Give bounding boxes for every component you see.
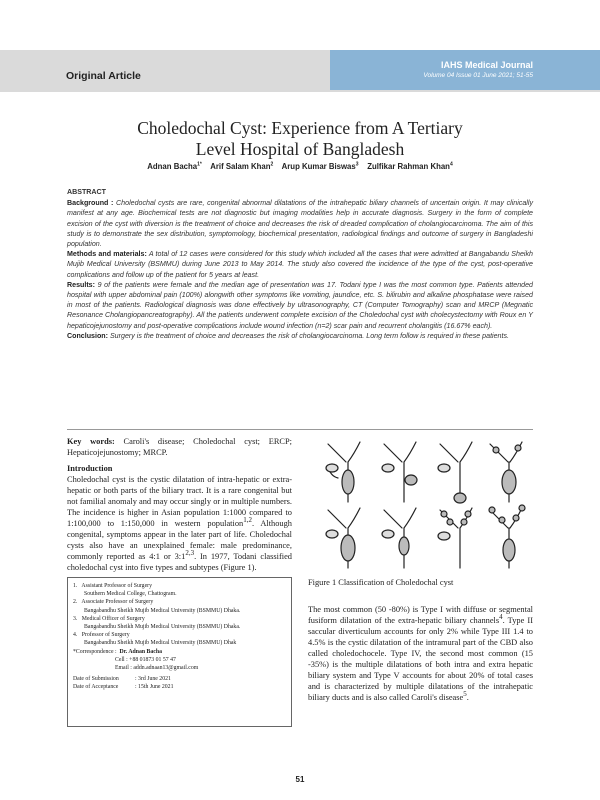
date-acceptance: Date of Acceptance : 15th June 2021	[73, 684, 174, 691]
figure-1	[308, 436, 533, 570]
paper-title	[90, 118, 510, 160]
page-number: 51	[295, 775, 305, 784]
affiliation-institution: Bangabandhu Sheikh Mujib Medical University (BSMMU) Dhaka.	[84, 607, 241, 614]
date-submission: Date of Submission : 3rd June 2021	[73, 676, 171, 683]
panel-a	[326, 442, 360, 502]
author: Arup Kumar Biswas$^3$	[281, 161, 359, 171]
journal-info: Volume 04 Issue 01 June 2021; 51-55	[423, 72, 533, 79]
panel-f	[382, 508, 416, 568]
dates	[73, 675, 286, 691]
introduction-paragraph: Choledochal cyst is the cystic dilatation of intra-hepatic or extra-hepatic or both parts of the biliary tract. It is a rare congenital but not familial anomaly and may occur singly or in multiple numbers. The incidence is higher in Asian population 1:1000 compared to 1:100,000 to 1:150,000 in western population$^{1,2}$. Although congenital, symptoms appear in the later part of life. Choledochal cysts also have an unexplained female: male predominance, commonly reported as 4:1 or 3:1$^{2,3}$. In 1977, Todani classified choledochal cyst into five types and subtypes (Figure 1).	[67, 475, 292, 572]
correspondence: *Correspondence : Dr. Adnan Bacha	[73, 648, 163, 655]
abstract-results: Results: 9 of the patients were female and the median age of presentation was 17. Todani type I was the most common type. Patients attended hospital with upper abdominal pain (100%) alongwith other symptoms like vomiting, jaundice, etc. S. bilirubin and alkaline phosphatase were raised in most of the patients. Radiological diagnosis was done effectively by ultrasonography, CT (Computer Tomography) scan and MRCP (Megnatic Resonance Cholangiopancreatography). All the patients underwent complete excision of the Choledochal cyst with cholecystectomy with Roux en Y hepaticojejunostomy and post-operative complications include wound infection (n=2) scar pain and recurrent cholangitis (16.67% each).	[67, 280, 533, 330]
abstract-methods: Methods and materials: A total of 12 cases were considered for this study which included all the cases that were admitted at Bangabandu Sheikh Mujib Medical University (BSMMU) during June 2013 to May 2014. The study also covered the incidence of the type of the cyst, post-operative complications and follow up of the patient for 5 years at least.	[67, 250, 533, 279]
affiliation: 4. Professor of Surgery	[73, 632, 130, 639]
abstract-background: Background : Choledochal cysts are rare, congenital abnormal dilatations of the intrahepatic biliary channels of uncertain origin. It may clinically manifest at any age. Biochemical tests are not diagnostic but imaging modalities help in accurate diagnosis. Surgery in the form of complete excision of the cyst with diversion is the treatment of choice and decreases the risk of dreaded complication of cholangiocarcinoma. The aim of this study is to demonstrate the sex distribution, symptomology, biochemical presentation, radiological findings and outcome of surgery in Bangladeshi population.	[67, 199, 533, 249]
abstract-conclusion: Conclusion: Surgery is the treatment of choice and decreases the risk of cholangiocarcinoma. Long term follow is required in these patients.	[67, 331, 509, 340]
left-column	[67, 436, 292, 573]
panel-b	[382, 442, 417, 502]
choledochal-cyst-diagram	[308, 436, 533, 570]
title-line-2: Level Hospital of Bangladesh	[195, 139, 405, 159]
abstract	[67, 187, 533, 341]
author: Zulfikar Rahman Khan$^4$	[367, 161, 453, 171]
affiliation-institution: Bangabandhu Sheikh Mujib Medical University (BSMMU) Dhaka.	[84, 624, 241, 631]
correspondence-email: Email : addn.adnaan13@gmail.com	[115, 665, 199, 672]
section-divider	[67, 429, 533, 430]
panel-h	[489, 505, 525, 568]
journal-name: IAHS Medical Journal	[440, 60, 533, 70]
title-line-1: Choledochal Cyst: Experience from A Tertiary	[137, 118, 463, 138]
correspondence-cell: Cell : +88 01873 01 57 47	[115, 656, 176, 663]
affiliations-box	[67, 577, 292, 727]
affiliation-institution: Southern Medical College, Chattogram.	[84, 591, 177, 598]
types-paragraph: The most common (50 -80%) is Type I with diffuse or segmental fusiform dilatation of the extra-hepatic biliary channels$^4$. Type II saccular diverticulum accounts for only 2% while Type III 1.4 to 4.5% is the cystic dilatation of the intramural part of the CBD also called choledochocele. Type IV, the second most common (15 -35%) is the multiple dilatations of both intra and extra hepatic biliary system and Type V accounts for about 20% of total cases and is characterized by multiple dilatations of the intrahepatic biliary ducts and is also called Caroli's disease$^5$.	[308, 605, 533, 702]
keywords: Key words: Caroli's disease; Choledochal cyst; ERCP; Hepaticojejunostomy; MRCP.	[67, 437, 292, 457]
journal-banner	[330, 50, 600, 90]
figure-caption: Figure 1 Classification of Choledochal cyst	[308, 578, 454, 587]
right-column	[308, 436, 533, 711]
affiliation: 1. Assistant Professor of Surgery	[73, 583, 152, 589]
abstract-heading: ABSTRACT	[67, 188, 107, 196]
panel-g	[438, 508, 472, 568]
author: Adnan Bacha$^{1*}$	[147, 161, 202, 171]
panel-d	[490, 442, 522, 502]
panel-c	[438, 442, 472, 503]
article-type: Original Article	[66, 70, 141, 82]
author-list	[60, 162, 540, 171]
affiliation: 2. Associate Professor of Surgery	[73, 599, 154, 606]
affiliation: 3. Medical Officer of Surgery	[73, 615, 145, 622]
introduction-heading: Introduction	[67, 464, 113, 473]
affiliation-institution: Bangabandhu Sheikh Mujib Medical University (BSMMU) Dhak	[84, 640, 237, 647]
panel-e	[326, 508, 360, 568]
author: Arif Salam Khan$^2$	[210, 161, 274, 171]
